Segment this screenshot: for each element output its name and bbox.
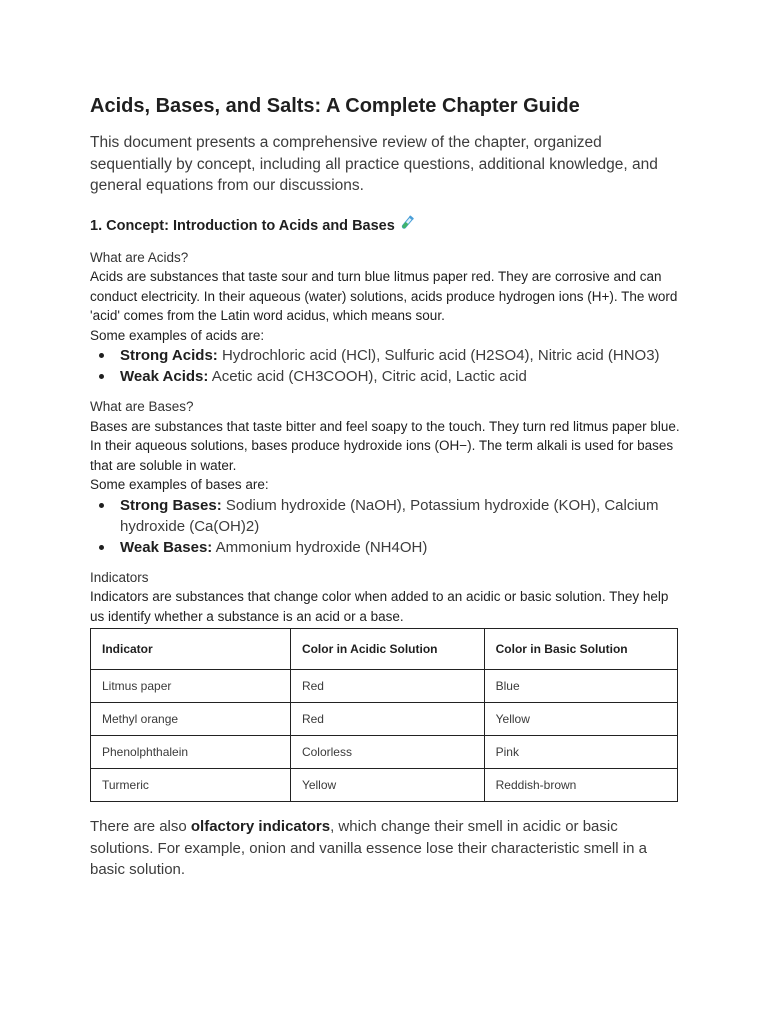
document-intro: This document presents a comprehensive review of the chapter, organized sequentially by concept, including all practice questions, additional knowledge, and general equations from our discussions. bbox=[90, 134, 658, 194]
bullet-icon bbox=[99, 545, 104, 550]
table-cell: Colorless bbox=[290, 736, 484, 769]
table-cell: Litmus paper bbox=[91, 670, 291, 703]
table-cell: Yellow bbox=[484, 703, 677, 736]
indicator-table bbox=[90, 628, 678, 802]
list-item bbox=[90, 537, 680, 558]
list-item bbox=[90, 366, 680, 387]
bullet-icon bbox=[99, 374, 104, 379]
example-text: Sodium hydroxide (NaOH), Potassium hydroxide (KOH), Calcium hydroxide (Ca(OH)2) bbox=[120, 496, 659, 535]
table-cell: Reddish-brown bbox=[484, 769, 677, 802]
example-text: Hydrochloric acid (HCl), Sulfuric acid (H2SO4), Nitric acid (HNO3) bbox=[217, 347, 660, 364]
example-label: Strong Bases: bbox=[120, 496, 222, 514]
section-heading bbox=[90, 214, 680, 238]
table-cell: Phenolphthalein bbox=[91, 736, 291, 769]
table-cell: Blue bbox=[484, 670, 677, 703]
acids-description: Acids are substances that taste sour and turn blue litmus paper red. They are corrosive and can conduct electricity. In their aqueous (water) solutions, acids produce hydrogen ions (H+). The word 'acid' comes from the Latin word acidus, which means sour. bbox=[90, 269, 678, 323]
list-item bbox=[90, 345, 680, 366]
table-cell: Methyl orange bbox=[91, 703, 291, 736]
column-header: Color in Acidic Solution bbox=[290, 629, 484, 670]
table-cell: Pink bbox=[484, 736, 677, 769]
list-item bbox=[90, 495, 680, 537]
bases-description: Bases are substances that taste bitter and feel soapy to the touch. They turn red litmus paper blue. In their aqueous solutions, bases produce hydroxide ions (OH−). The term alkali is used for bases that are soluble in water. bbox=[90, 418, 680, 473]
example-label: Weak Bases: bbox=[120, 538, 213, 556]
table-row bbox=[91, 703, 678, 736]
olfactory-text-after: , which change their smell in acidic or basic solutions. For example, onion and vanilla essence lose their characteristic smell in a basic solution. bbox=[90, 818, 647, 878]
indicators-subheading: Indicators bbox=[90, 569, 149, 585]
indicators-description: Indicators are substances that change color when added to an acidic or basic solution. They help us identify whether a substance is an acid or a base. bbox=[90, 589, 669, 624]
table-cell: Red bbox=[290, 703, 484, 736]
test-tube-icon bbox=[398, 214, 416, 238]
bullet-icon bbox=[99, 353, 104, 358]
table-row bbox=[91, 769, 678, 802]
table-cell: Yellow bbox=[290, 769, 484, 802]
olfactory-text-before: There are also bbox=[90, 818, 191, 835]
acids-examples-intro: Some examples of acids are: bbox=[90, 327, 265, 343]
table-cell: Turmeric bbox=[91, 769, 291, 802]
table-row bbox=[91, 736, 678, 769]
table-row bbox=[91, 670, 678, 703]
section-heading-text: 1. Concept: Introduction to Acids and Bases bbox=[90, 217, 395, 234]
example-label: Strong Acids: bbox=[120, 347, 218, 364]
bullet-icon bbox=[99, 503, 104, 508]
table-header-row bbox=[91, 629, 678, 670]
bases-examples-intro: Some examples of bases are: bbox=[90, 477, 269, 492]
example-text: Ammonium hydroxide (NH4OH) bbox=[212, 538, 428, 556]
bases-examples-list bbox=[90, 495, 680, 558]
column-header: Color in Basic Solution bbox=[484, 629, 677, 670]
document-title: Acids, Bases, and Salts: A Complete Chapter Guide bbox=[90, 95, 580, 117]
document-page bbox=[90, 92, 680, 881]
acids-subheading: What are Acids? bbox=[90, 249, 189, 265]
acids-examples-list bbox=[90, 345, 680, 387]
example-label: Weak Acids: bbox=[120, 368, 209, 385]
example-text: Acetic acid (CH3COOH), Citric acid, Lactic acid bbox=[208, 368, 527, 385]
olfactory-paragraph bbox=[90, 816, 680, 881]
bases-subheading: What are Bases? bbox=[90, 399, 194, 414]
column-header: Indicator bbox=[91, 629, 291, 670]
table-cell: Red bbox=[290, 670, 484, 703]
olfactory-term: olfactory indicators bbox=[190, 818, 331, 835]
